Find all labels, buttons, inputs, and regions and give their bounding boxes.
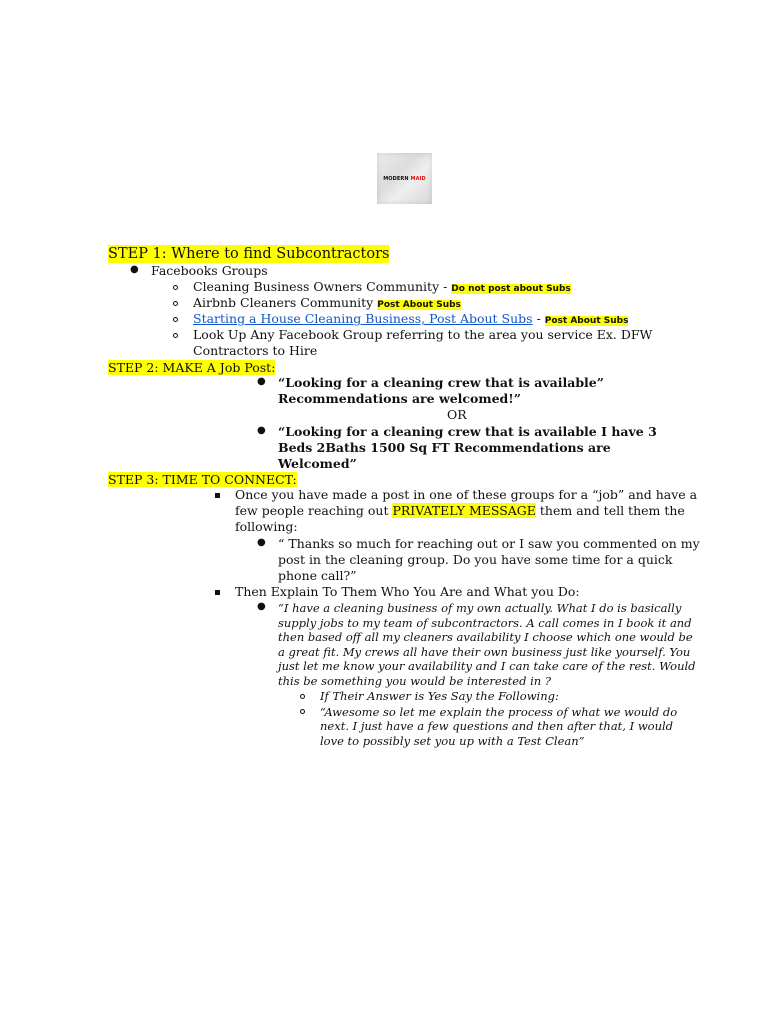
circle-bullet-icon [300,694,305,699]
post-about-subs-tag: Post About Subs [544,316,629,326]
if-yes-line: If Their Answer is Yes Say the Following: [320,689,559,703]
once-line-3: following: [235,519,298,534]
group-item-3: Starting a House Cleaning Business, Post About Subs - Post About Subs [193,311,629,326]
pitch-line-1: “I have a cleaning business of my own actually. What I do is basically [278,601,682,615]
bullet-dot-icon: ● [257,601,266,612]
post-about-subs-tag: Post About Subs [377,300,461,310]
circle-bullet-icon [173,301,178,306]
job-post-2-line-1: “Looking for a cleaning crew that is available I have 3 [278,424,657,439]
awesome-line-1: “Awesome so let me explain the process of what we would do [320,705,678,719]
step3-heading: STEP 3: TIME TO CONNECT: [108,472,297,487]
thanks-line-1: “ Thanks so much for reaching out or I saw you commented on my [278,536,700,551]
pitch-line-2: supply jobs to my team of subcontractors. A call comes in I book it and [278,616,692,630]
pitch-line-4: a great fit. My crews all have their own business just like yourself. You [278,645,691,659]
pitch-line-6: this be something you would be interested in ? [278,674,551,688]
facebook-groups-label: Facebooks Groups [151,263,268,278]
privately-message-highlight: PRIVATELY MESSAGE [392,503,536,518]
lookup-line-1: Look Up Any Facebook Group referring to the area you service Ex. DFW [193,327,653,342]
circle-bullet-icon [173,285,178,290]
awesome-line-3: love to possibly set you up with a Test Clean” [320,734,585,748]
bullet-dot-icon: ● [257,537,266,548]
job-post-1-line-2: Recommendations are welcomed!” [278,391,521,406]
circle-bullet-icon [300,709,305,714]
circle-bullet-icon [173,317,178,322]
group-item-2: Airbnb Cleaners Community Post About Subs [193,295,461,310]
starting-cleaning-business-link[interactable]: Starting a House Cleaning Business, Post About Subs [193,311,533,326]
job-post-2-line-3: Welcomed” [278,456,357,471]
step2-heading: STEP 2: MAKE A Job Post: [108,360,276,375]
square-bullet-icon [215,590,220,595]
explain-line: Then Explain To Them Who You Are and What you Do: [235,584,580,599]
bullet-dot-icon: ● [130,264,139,275]
awesome-line-2: next. I just have a few questions and then after that, I would [320,719,674,733]
job-post-2-line-2: Beds 2Baths 1500 Sq FT Recommendations are [278,440,611,455]
bullet-dot-icon: ● [257,425,266,436]
pitch-line-3: then based off all my cleaners availability I choose which one would be [278,630,693,644]
bullet-dot-icon: ● [257,376,266,387]
once-line-1: Once you have made a post in one of these groups for a “job” and have a [235,487,698,502]
thanks-line-3: phone call?” [278,568,357,583]
logo-wordmark: MODERN MAID [383,175,426,182]
modern-maid-logo [377,153,432,204]
step1-heading: STEP 1: Where to find Subcontractors [108,246,390,262]
once-line-2: few people reaching out PRIVATELY MESSAGE them and tell them the [235,503,685,518]
group-item-1: Cleaning Business Owners Community - Do not post about Subs [193,279,571,294]
lookup-line-2: Contractors to Hire [193,343,318,358]
thanks-line-2: post in the cleaning group. Do you have some time for a quick [278,552,673,567]
job-post-1-line-1: “Looking for a cleaning crew that is available” [278,375,604,390]
circle-bullet-icon [173,333,178,338]
square-bullet-icon [215,493,220,498]
pitch-line-5: just let me know your availability and I can take care of the rest. Would [278,659,696,673]
do-not-post-tag: Do not post about Subs [451,284,571,294]
or-separator: OR [447,407,467,422]
